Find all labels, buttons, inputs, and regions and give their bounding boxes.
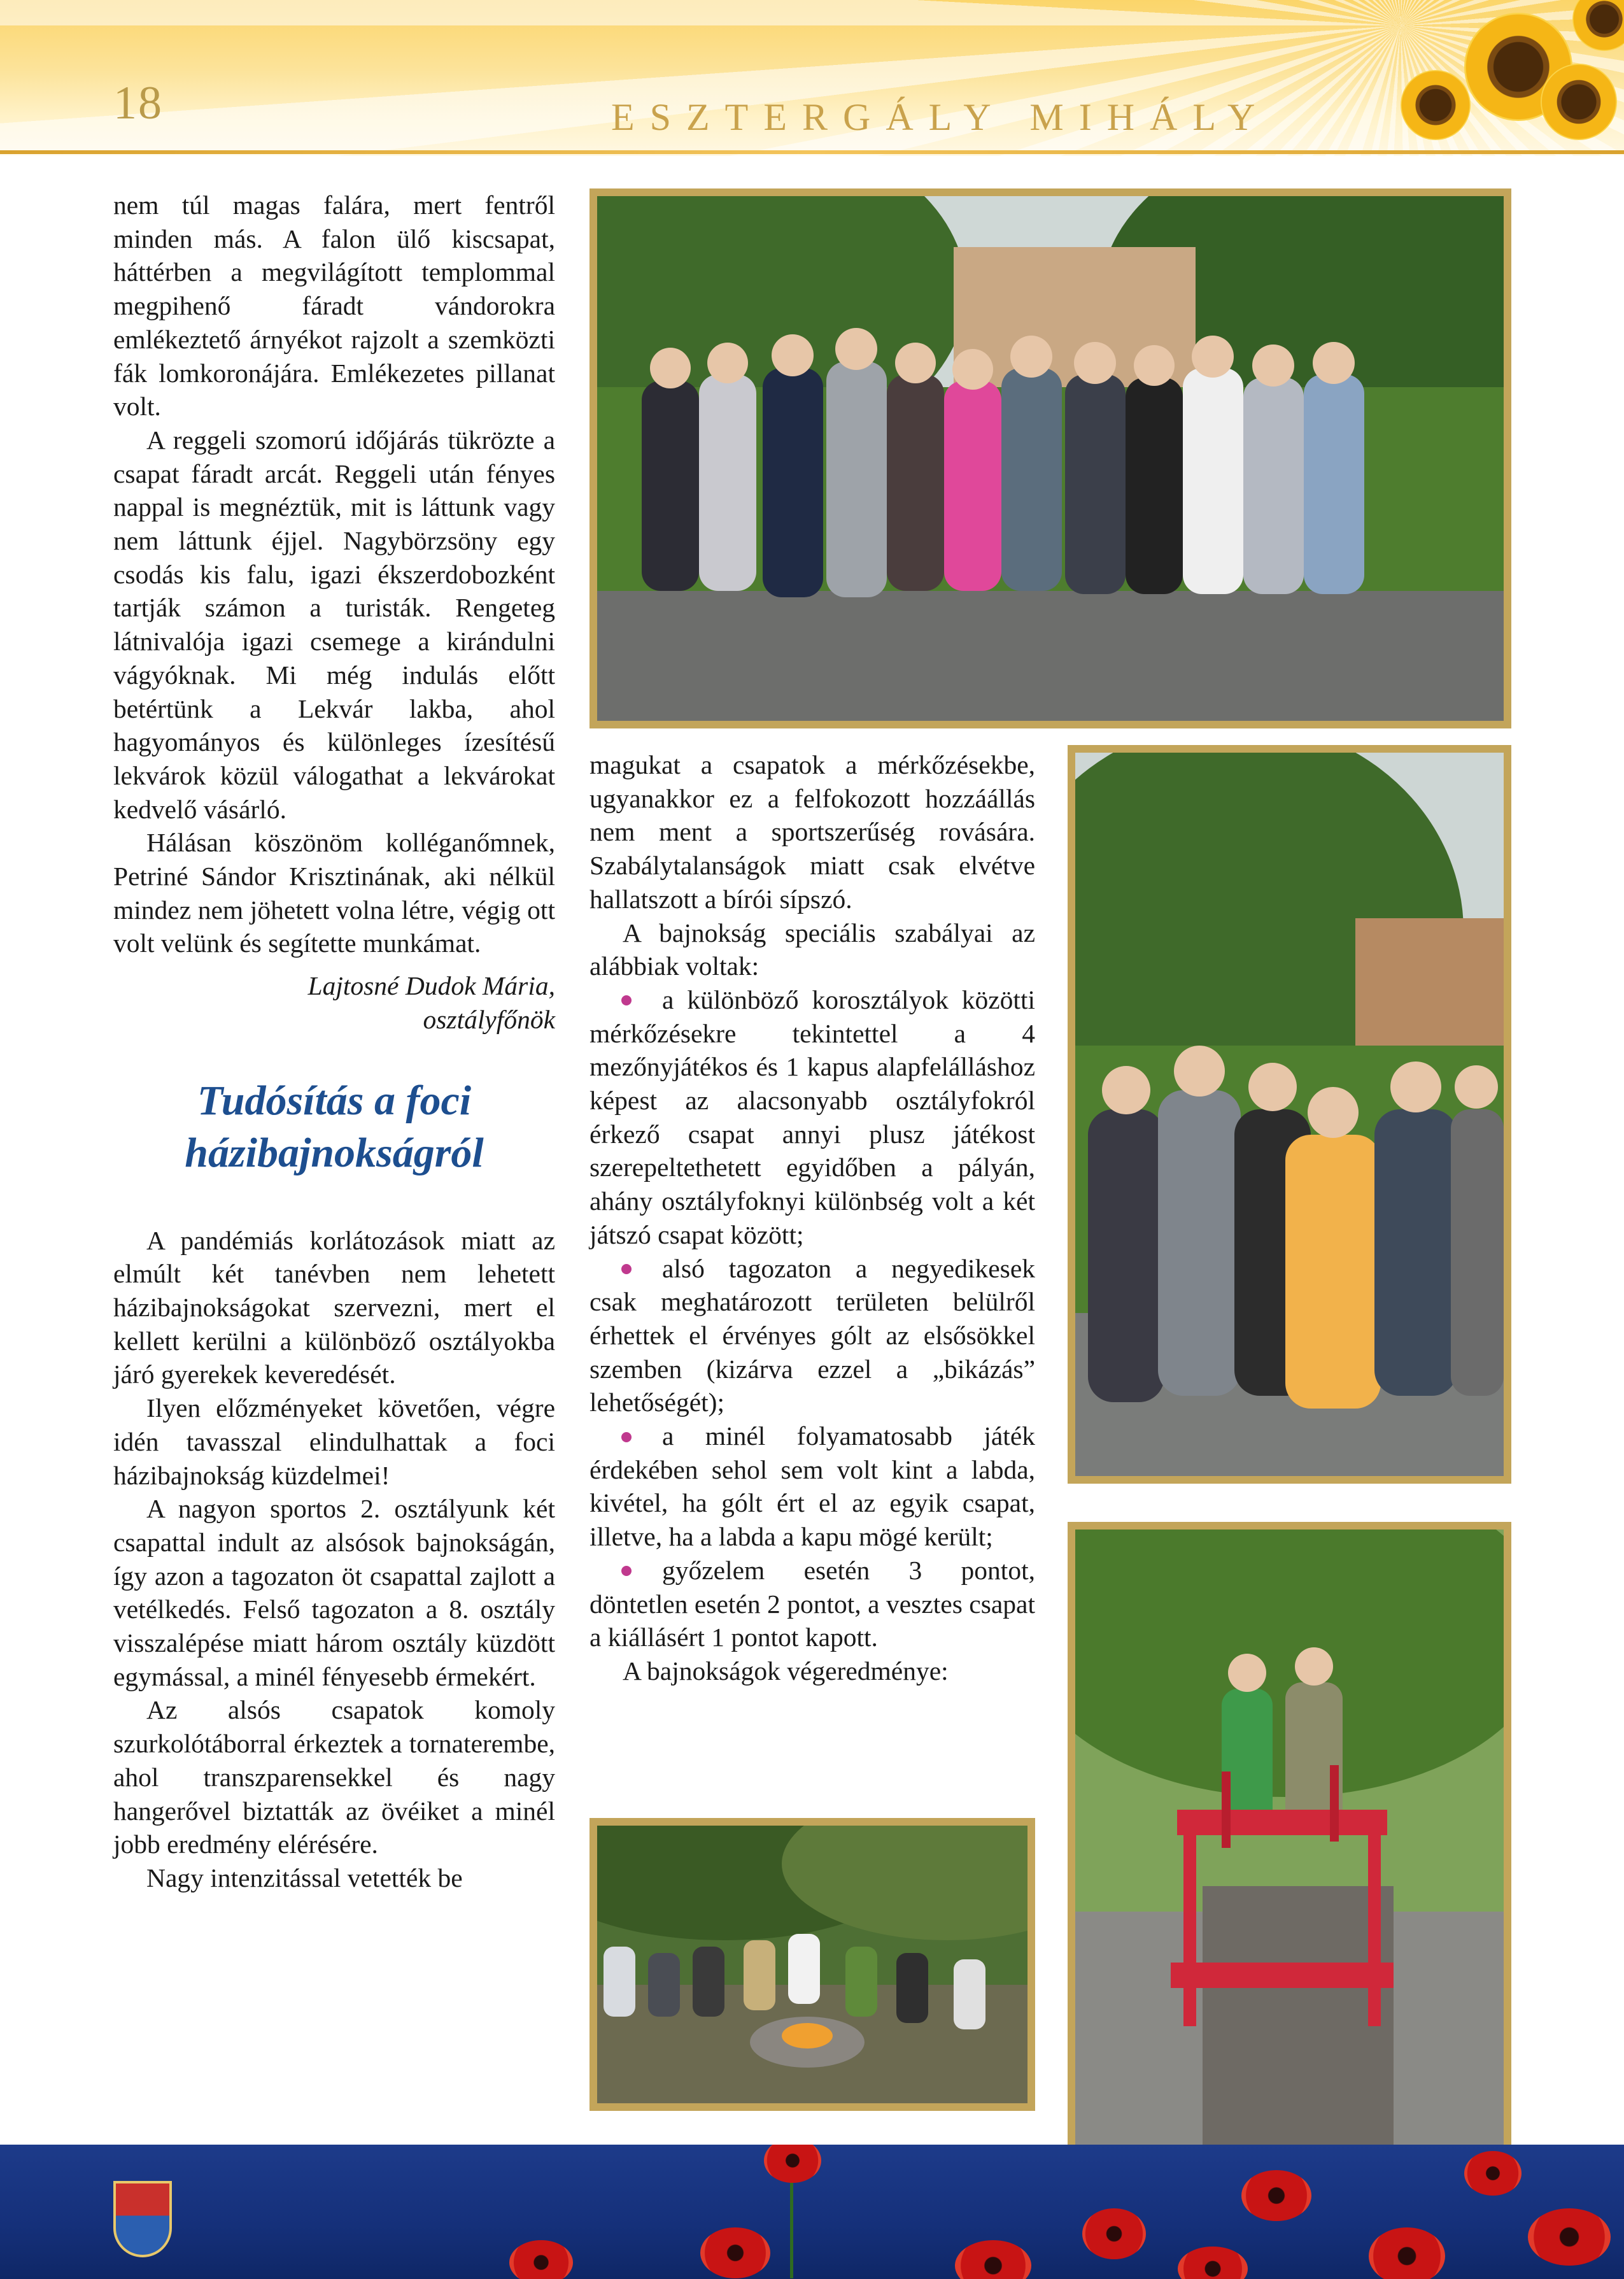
poppy-decoration bbox=[1241, 2170, 1311, 2221]
signature bbox=[113, 969, 555, 1036]
poppy-decoration bbox=[1082, 2208, 1146, 2259]
heading-line: Tudósítás a foci bbox=[197, 1077, 472, 1124]
right-column bbox=[590, 748, 1035, 1688]
paragraph: A nagyon sportos 2. osztályunk két csapattal indult az alsósok bajnokságán, így azon a tagozaton öt csapattal zajlott a vetélkedés. Felső tagozaton a 8. osztály visszalépése miatt három osztály küzdött egymással, a minél fényesebb érmekért. bbox=[113, 1494, 555, 1691]
running-title: ESZTERGÁLY MIHÁLY bbox=[611, 96, 1271, 138]
paragraph: Nagy intenzitással vetették be bbox=[146, 1863, 463, 1892]
draisine-photo-image bbox=[1075, 1530, 1504, 2154]
list-item-text: a különböző korosztályok közötti mérkőzésekre tekintettel a 4 mezőnyjátékos és 1 kapus alapfelálláshoz képest az alacsonyabb osztályfokról érkező csapat annyi plusz játékost szerepeltethetett egyidőben a pályán, ahány osztályfoknyi különbség volt a két játszó csapat között; bbox=[590, 984, 1035, 1249]
paragraph: A bajnokságok végeredménye: bbox=[623, 1656, 949, 1686]
page-header bbox=[0, 0, 1624, 156]
poppy-decoration bbox=[1178, 2247, 1248, 2279]
paragraph: Ilyen előzményeket követően, végre idén tavasszal elindulhattak a foci házibajnokság küzdelmei! bbox=[113, 1393, 555, 1490]
article-heading bbox=[113, 1075, 555, 1179]
poppy-decoration bbox=[1369, 2227, 1445, 2279]
poppy-decoration bbox=[1528, 2208, 1611, 2266]
signature-role: osztályfőnök bbox=[423, 1004, 555, 1034]
poppy-decoration bbox=[764, 2145, 821, 2183]
heading-line: házibajnokságról bbox=[185, 1129, 484, 1176]
campfire-photo bbox=[590, 1818, 1035, 2111]
paragraph: Az alsós csapatok komoly szurkolótáborral érkeztek a tornaterembe, ahol transzparensekkel és nagy hangerővel biztatták az övéiket a minél jobb eredmény elérésére. bbox=[113, 1695, 555, 1859]
paragraph: nem túl magas falára, mert fentről minden más. A falon ülő kiscsapat, háttérben a megvilágított templommal megpihenő fáradt vándorokra emlékeztető árnyékot rajzolt a szemközti fák lomkoronájára. Emlékezetes pillanat volt. bbox=[113, 190, 555, 422]
list-item-text: alsó tagozaton a negyedikesek csak meghatározott területen belülről érhettek el érvényes gólt az elsősökkel szemben (kizárva ezzel a „bikázás” lehetőségét); bbox=[590, 1253, 1035, 1417]
poppy-decoration bbox=[1464, 2151, 1522, 2196]
poppy-decoration bbox=[955, 2240, 1031, 2279]
campfire-photo-image bbox=[597, 1826, 1027, 2103]
paragraph: magukat a csapatok a mérkőzésekbe, ugyanakkor ez a felfokozott hozzáállás nem ment a sportszerűség rovására. Szabálytalanságok miatt csak elvétve hallatszott a bírói sípszó. bbox=[590, 750, 1035, 914]
list-item bbox=[590, 1554, 1035, 1654]
sunflower-decoration bbox=[1541, 64, 1617, 140]
bullet-icon bbox=[621, 1264, 632, 1274]
poppy-decoration bbox=[509, 2240, 573, 2279]
list-item bbox=[590, 1419, 1035, 1554]
list-item bbox=[590, 1252, 1035, 1420]
paragraph: A bajnokság speciális szabályai az alábbiak voltak: bbox=[590, 918, 1035, 981]
signature-name: Lajtosné Dudok Mária, bbox=[307, 971, 555, 1001]
bullet-icon bbox=[621, 1566, 632, 1576]
town-crest-icon bbox=[113, 2181, 172, 2257]
sunflower-decoration bbox=[1572, 0, 1624, 51]
bullet-icon bbox=[621, 1432, 632, 1442]
list-item bbox=[590, 983, 1035, 1252]
poppy-decoration bbox=[700, 2227, 770, 2278]
paragraph: A pandémiás korlátozások miatt az elmúlt két tanévben nem lehetett házibajnokságokat szervezni, mert el kellett kerülni a különböző osztályokba járó gyerekek keveredését. bbox=[113, 1225, 555, 1389]
sunflower-decoration bbox=[1401, 70, 1471, 140]
group-photo-image bbox=[597, 196, 1504, 721]
group-photo bbox=[590, 188, 1511, 728]
list-item-text: a minél folyamatosabb játék érdekében sehol sem volt kint a labda, kivétel, ha gólt ért el az egyik csapat, illetve, ha a labda a kapu mögé került; bbox=[590, 1421, 1035, 1552]
header-divider bbox=[0, 150, 1624, 154]
page-footer bbox=[0, 2145, 1624, 2279]
list-item-text: győzelem esetén 3 pontot, döntetlen esetén 2 pontot, a vesztes csapat a kiállásért 1 pontot kapott. bbox=[590, 1555, 1035, 1652]
draisine-photo bbox=[1068, 1522, 1511, 2161]
page-number: 18 bbox=[113, 77, 163, 129]
left-column bbox=[113, 188, 555, 1895]
bullet-icon bbox=[621, 995, 632, 1005]
teacher-photo-image bbox=[1075, 753, 1504, 1476]
teacher-photo bbox=[1068, 745, 1511, 1484]
paragraph: Hálásan köszönöm kolléganőmnek, Petriné Sándor Krisztinának, aki nélkül mindez nem jöhetett volna létre, végig ott volt velünk és segítette munkámat. bbox=[113, 828, 555, 958]
paragraph: A reggeli szomorú időjárás tükrözte a csapat fáradt arcát. Reggeli után fényes nappal is megnéztük, mit is láttunk vagy nem láttunk éjjel. Nagybörzsöny egy csodás kis falu, igazi ékszerdobozként tartják számon a turisták. Rengeteg látnivalója igazi csemege a kirándulni vágyóknak. Mi még indulás előtt betértünk a Lekvár lakba, ahol hagyományos és különleges ízesítésű lekvárok közül válogathat a lekvárokat kedvelő vásárló. bbox=[113, 425, 555, 824]
